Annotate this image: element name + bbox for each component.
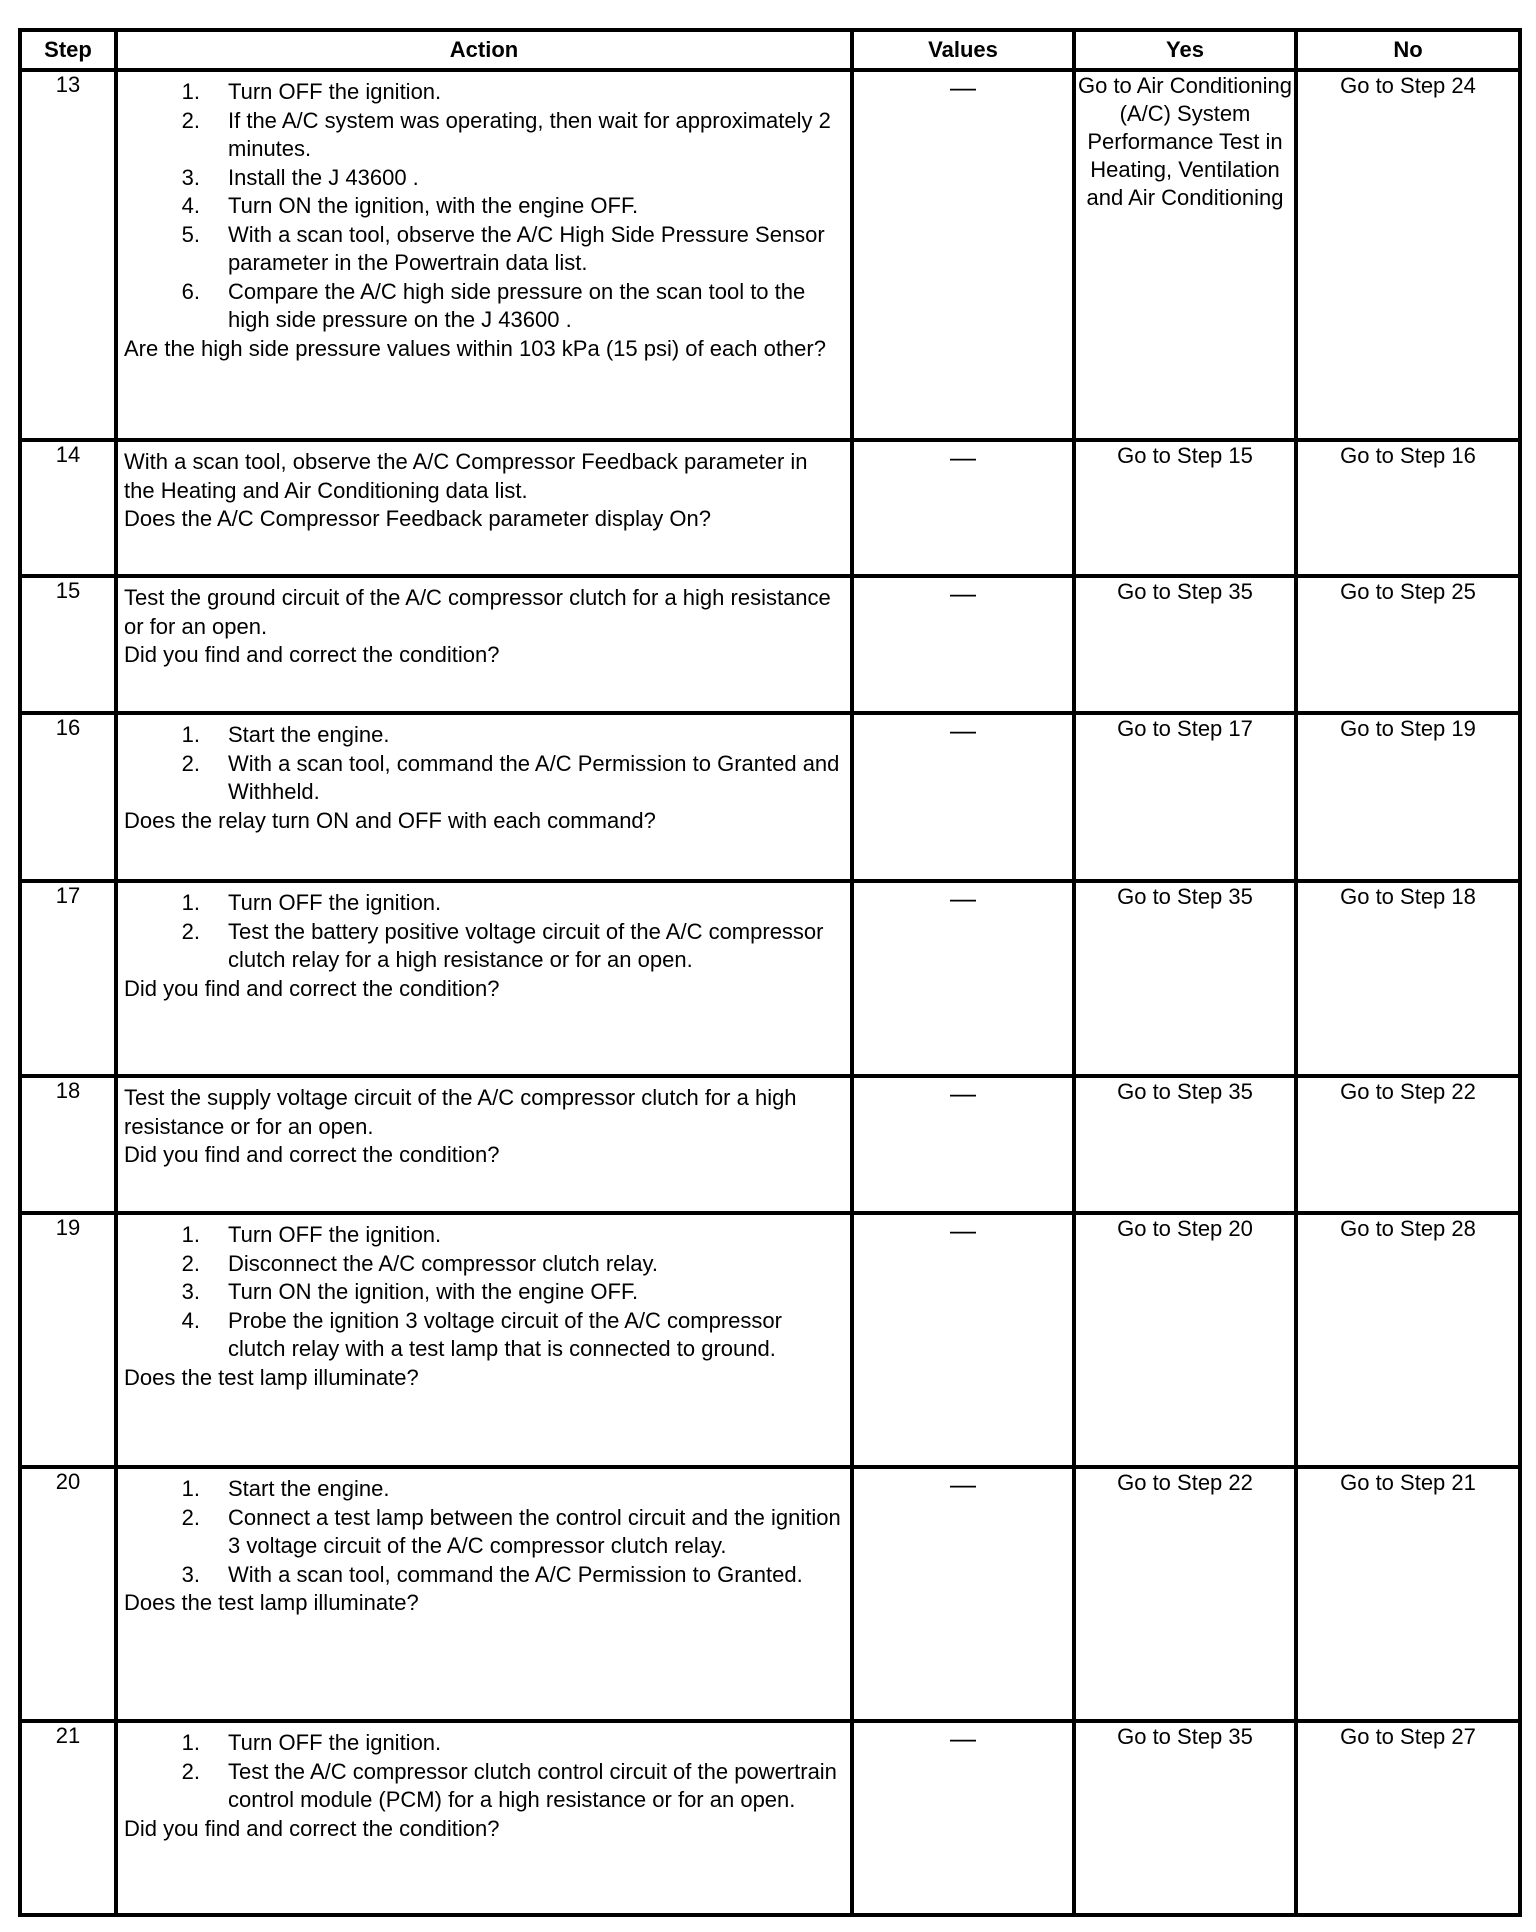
list-item [124,889,844,918]
step-number: 14 [20,440,116,576]
action-text: Test the supply voltage circuit of the A/C compressor clutch for a high resistance or for an open. [124,1085,797,1139]
header-no: No [1296,30,1520,70]
list-item [124,918,844,975]
action-content [118,442,850,538]
list-item [124,164,844,193]
item-text: Turn OFF the ignition. [228,890,442,915]
item-text: If the A/C system was operating, then wait for approximately 2 minutes. [228,107,831,161]
item-text: Disconnect the A/C compressor clutch relay. [228,1250,658,1276]
item-number: 1. [181,79,200,104]
list-item [124,1221,844,1250]
list-item [124,1504,844,1561]
action-instructions [124,448,844,505]
instruction-list [124,721,844,807]
item-number: 3. [181,1561,200,1587]
values-cell: — [852,576,1074,713]
action-question: Does the relay turn ON and OFF with each command? [124,807,656,833]
item-number: 2. [181,1250,200,1276]
step-number: 16 [20,713,116,881]
action-cell [116,713,852,881]
no-cell: Go to Step 16 [1296,440,1520,576]
values-cell: — [852,1721,1074,1915]
yes-cell: Go to Step 35 [1074,881,1296,1076]
action-question: Did you find and correct the condition? [124,1815,500,1841]
list-item [124,192,844,221]
item-text: Turn ON the ignition, with the engine OFF. [228,193,639,218]
no-cell: Go to Step 22 [1296,1076,1520,1213]
action-instructions [124,889,844,975]
item-text: Turn OFF the ignition. [228,79,442,104]
table-row [20,576,1520,713]
item-text: Install the J 43600 . [228,164,419,190]
item-text: Connect a test lamp between the control circuit and the ignition 3 voltage circuit of the A/C compressor clutch relay. [228,1504,841,1558]
action-content [118,1078,850,1174]
item-text: Start the engine. [228,1476,390,1501]
action-instructions [124,1475,844,1589]
action-content [118,883,850,1007]
list-item [124,107,844,164]
list-item [124,1729,844,1758]
header-step: Step [20,30,116,70]
values-cell: — [852,1076,1074,1213]
table-row [20,881,1520,1076]
no-cell: Go to Step 18 [1296,881,1520,1076]
item-number: 5. [181,221,200,247]
yes-cell: Go to Step 15 [1074,440,1296,576]
table-row [20,1467,1520,1721]
item-number: 1. [181,1476,200,1501]
action-content [118,1215,850,1396]
step-number: 13 [20,70,116,440]
step-number: 18 [20,1076,116,1213]
item-number: 1. [181,1730,200,1755]
values-cell: — [852,881,1074,1076]
instruction-list [124,1221,844,1364]
list-item [124,1278,844,1307]
no-cell: Go to Step 27 [1296,1721,1520,1915]
list-item [124,78,844,107]
yes-cell: Go to Step 35 [1074,1076,1296,1213]
no-cell: Go to Step 25 [1296,576,1520,713]
step-number: 19 [20,1213,116,1467]
item-number: 4. [181,1307,200,1333]
list-item [124,221,844,278]
action-content [118,1723,850,1847]
item-text: Test the battery positive voltage circuit of the A/C compressor clutch relay for a high resistance or for an open. [228,918,824,972]
action-cell [116,1467,852,1721]
item-number: 2. [181,918,200,944]
step-number: 20 [20,1467,116,1721]
values-cell: — [852,713,1074,881]
item-text: Start the engine. [228,722,390,747]
item-number: 2. [181,1758,200,1784]
no-cell: Go to Step 19 [1296,713,1520,881]
no-cell: Go to Step 28 [1296,1213,1520,1467]
instruction-list [124,1729,844,1815]
item-text: Compare the A/C high side pressure on the scan tool to the high side pressure on the J 43600 . [228,278,806,332]
header-row [20,30,1520,70]
yes-cell: Go to Step 35 [1074,576,1296,713]
step-number: 15 [20,576,116,713]
item-text: Probe the ignition 3 voltage circuit of the A/C compressor clutch relay with a test lamp that is connected to ground. [228,1307,782,1361]
item-text: Turn OFF the ignition. [228,1222,442,1247]
list-item [124,1475,844,1504]
action-cell [116,440,852,576]
no-cell: Go to Step 21 [1296,1467,1520,1721]
header-action: Action [116,30,852,70]
list-item [124,1758,844,1815]
item-number: 3. [181,164,200,190]
list-item [124,1307,844,1364]
action-question: Did you find and correct the condition? [124,642,500,667]
action-cell [116,576,852,713]
action-instructions [124,584,844,641]
action-text: Test the ground circuit of the A/C compressor clutch for a high resistance or for an open. [124,585,831,639]
step-number: 21 [20,1721,116,1915]
table-row [20,713,1520,881]
action-content [118,715,850,839]
item-text: Test the A/C compressor clutch control circuit of the powertrain control module (PCM) for a high resistance or for an open. [228,1758,837,1812]
yes-cell: Go to Air Conditioning (A/C) System Performance Test in Heating, Ventilation and Air Conditioning [1074,70,1296,440]
action-text: With a scan tool, observe the A/C Compressor Feedback parameter in the Heating and Air Conditioning data list. [124,449,808,503]
instruction-list [124,1475,844,1589]
header-values: Values [852,30,1074,70]
action-instructions [124,1729,844,1815]
values-cell: — [852,1213,1074,1467]
item-number: 1. [181,890,200,915]
action-cell [116,70,852,440]
table-row [20,440,1520,576]
values-cell: — [852,70,1074,440]
table-row [20,1721,1520,1915]
no-cell: Go to Step 24 [1296,70,1520,440]
yes-cell: Go to Step 20 [1074,1213,1296,1467]
action-content [118,578,850,674]
yes-cell: Go to Step 35 [1074,1721,1296,1915]
item-text: Turn ON the ignition, with the engine OFF. [228,1279,639,1304]
action-content [118,72,850,367]
item-number: 3. [181,1279,200,1304]
step-number: 17 [20,881,116,1076]
action-question: Did you find and correct the condition? [124,975,500,1001]
yes-cell: Go to Step 22 [1074,1467,1296,1721]
item-text: With a scan tool, observe the A/C High Side Pressure Sensor parameter in the Powertrain data list. [228,221,825,275]
table-row [20,70,1520,440]
action-content [118,1469,850,1622]
action-question: Did you find and correct the condition? [124,1142,500,1167]
values-cell: — [852,440,1074,576]
list-item [124,1561,844,1590]
action-question: Are the high side pressure values within 103 kPa (15 psi) of each other? [124,335,826,361]
instruction-list [124,78,844,335]
list-item [124,750,844,807]
action-cell [116,1213,852,1467]
instruction-list [124,889,844,975]
values-cell: — [852,1467,1074,1721]
action-cell [116,881,852,1076]
action-question: Does the test lamp illuminate? [124,1364,419,1390]
action-instructions [124,1084,844,1141]
list-item [124,1250,844,1279]
item-number: 4. [181,193,200,218]
item-number: 1. [181,722,200,747]
header-yes: Yes [1074,30,1296,70]
action-cell [116,1721,852,1915]
yes-cell: Go to Step 17 [1074,713,1296,881]
item-number: 2. [181,107,200,133]
table-row [20,1213,1520,1467]
item-text: Turn OFF the ignition. [228,1730,442,1755]
action-cell [116,1076,852,1213]
item-text: With a scan tool, command the A/C Permission to Granted and Withheld. [228,750,840,804]
item-text: With a scan tool, command the A/C Permission to Granted. [228,1561,803,1587]
item-number: 1. [181,1222,200,1247]
action-question: Does the A/C Compressor Feedback parameter display On? [124,506,711,531]
list-item [124,721,844,750]
diagnostic-table [18,28,1522,1917]
action-question: Does the test lamp illuminate? [124,1590,419,1615]
action-instructions [124,78,844,335]
item-number: 2. [181,750,200,776]
item-number: 2. [181,1504,200,1530]
table-row [20,1076,1520,1213]
item-number: 6. [181,278,200,304]
action-instructions [124,721,844,807]
list-item [124,278,844,335]
action-instructions [124,1221,844,1364]
